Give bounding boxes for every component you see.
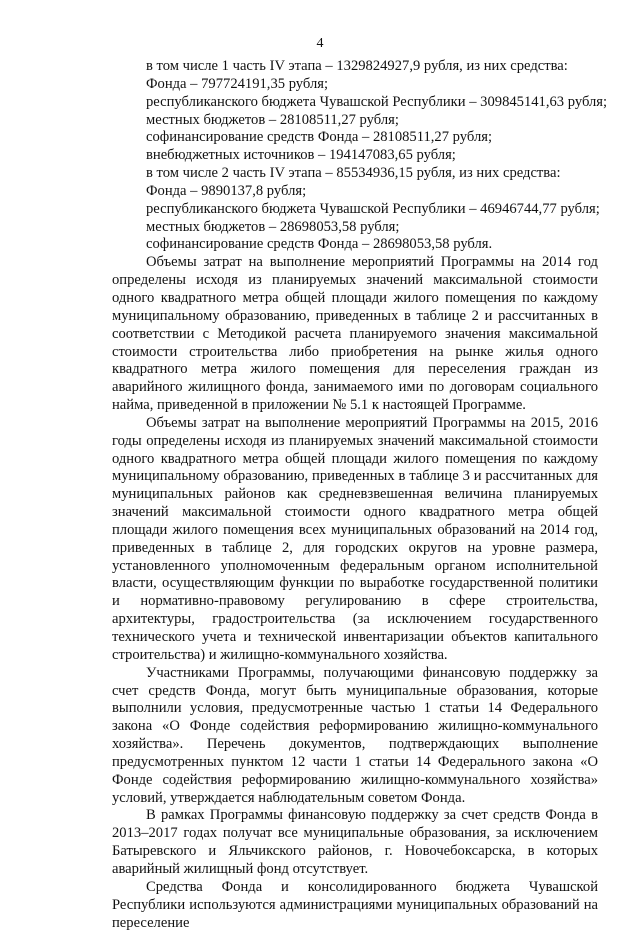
financing-line: софинансирование средств Фонда – 28698053,58 рубля. [146, 236, 493, 253]
paragraph-2015-2016-costs: Объемы затрат на выполнение мероприятий Программы на 2015, 2016 годы определены исходя из планируемых значений максимальной стоимости одного квадратного метра общей площади жилого помещения по каждому муниципальному образованию, приведенных в таблице 3 и рассчитанных для муниципальных районов как средневзвешенная величина планируемых значений максимальной стоимости одного квадратного метра общей площади жилого помещения всех муниципальных образований на 2014 год, приведенных в таблице 2, для городских округов на уровне размера, установленного уполномоченным федеральным органом исполнительной власти, осуществляющим функции по выработке государственной политики и нормативно-правовому регулированию в сфере строительства, архитектуры, градостроительства (за исключением государственного технического учета и технической инвентаризации объектов капитального строительства) и жилищно-коммунального хозяйства. [112, 414, 598, 663]
financing-line: в том числе 2 часть IV этапа – 85534936,15 рубля, из них средства: [146, 165, 561, 182]
paragraph-2014-costs: Объемы затрат на выполнение мероприятий Программы на 2014 год определены исходя из планируемых значений максимальной стоимости одного квадратного метра общей площади жилого помещения по каждому муниципальному образованию, приведенных в таблице 2 и рассчитанных в соответствии с Методикой расчета планируемого значения максимальной стоимости строительства либо приобретения на рынке жилья одного квадратного метра жилого помещения для переселения граждан из аварийного жилищного фонда, занимаемого ими по договорам социального найма, приведенной в приложении № 5.1 к настоящей Программе. [112, 254, 598, 414]
financing-line: софинансирование средств Фонда – 28108511,27 рубля; [146, 129, 492, 146]
financing-line: Фонда – 797724191,35 рубля; [146, 75, 329, 92]
financing-line: внебюджетных источников – 194147083,65 рубля; [146, 147, 456, 164]
financing-line: местных бюджетов – 28698053,58 рубля; [146, 218, 400, 235]
document-body [112, 58, 608, 932]
paragraph-financial-support: В рамках Программы финансовую поддержку за счет средств Фонда в 2013–2017 годах получат все муниципальные образования, за исключением Батыревского и Яльчикского районов, г. Новочебоксарска, в которых аварийный жилищный фонд отсутствует. [112, 807, 598, 877]
financing-line: Фонда – 9890137,8 рубля; [146, 182, 307, 199]
paragraph-program-participants: Участниками Программы, получающими финансовую поддержку за счет средств Фонда, могут быть муниципальные образования, которые выполнили условия, предусмотренные частью 1 статьи 14 Федерального закона «О Фонде содействия реформированию жилищно-коммунального хозяйства». Перечень документов, подтверждающих выполнение предусмотренных пунктом 12 части 1 статьи 14 Федерального закона «О Фонде содействия реформированию жилищно-коммунального хозяйства» условий, утверждается наблюдательным советом Фонда. [112, 664, 598, 806]
financing-line: республиканского бюджета Чувашской Республики – 309845141,63 рубля; [146, 93, 608, 110]
paragraph-fund-usage: Средства Фонда и консолидированного бюджета Чувашской Республики используются администрациями муниципальных образований на переселение [112, 878, 598, 931]
financing-line: в том числе 1 часть IV этапа – 1329824927,9 рубля, из них средства: [146, 58, 568, 74]
financing-line: местных бюджетов – 28108511,27 рубля; [146, 111, 399, 128]
page-number: 4 [316, 36, 324, 51]
financing-line: республиканского бюджета Чувашской Республики – 46946744,77 рубля; [146, 200, 600, 217]
